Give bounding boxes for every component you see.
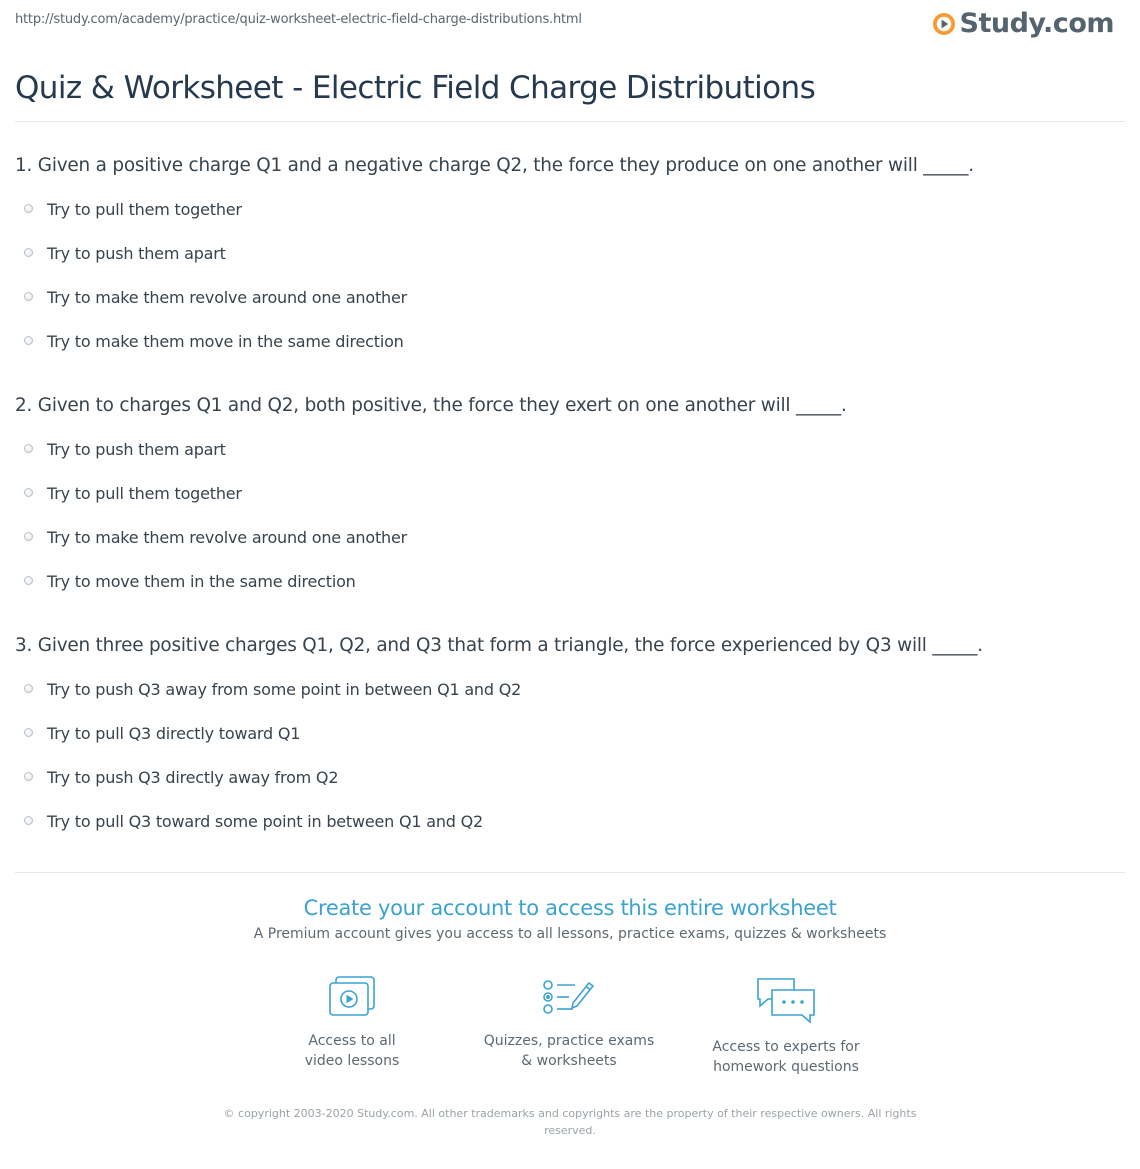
answer-option[interactable] [15, 560, 1125, 604]
radio-button-icon[interactable] [24, 816, 33, 825]
radio-button-icon[interactable] [24, 532, 33, 541]
radio-button-icon[interactable] [24, 728, 33, 737]
option-label: Try to pull them together [47, 484, 242, 503]
answer-option[interactable] [15, 712, 1125, 756]
premium-features [0, 975, 1140, 1075]
radio-button-icon[interactable] [24, 772, 33, 781]
radio-button-icon[interactable] [24, 444, 33, 453]
answer-option[interactable] [15, 472, 1125, 516]
question-text: 1. Given a positive charge Q1 and a negative charge Q2, the force they produce on one another will _____. [15, 155, 974, 176]
answer-option[interactable] [15, 516, 1125, 560]
radio-button-icon[interactable] [24, 248, 33, 257]
feature-quizzes [469, 975, 669, 1071]
option-label: Try to move them in the same direction [47, 572, 356, 591]
study-logo[interactable] [932, 8, 1114, 39]
answer-option[interactable] [15, 756, 1125, 800]
chat-experts-icon [754, 975, 818, 1027]
radio-button-icon[interactable] [24, 204, 33, 213]
answer-option[interactable] [15, 668, 1125, 712]
copyright-text: © copyright 2003-2020 Study.com. All other trademarks and copyrights are the property of their respective owners. All rights reserved. [223, 1107, 917, 1137]
radio-button-icon[interactable] [24, 684, 33, 693]
answer-option[interactable] [15, 188, 1125, 232]
question-2 [15, 394, 1125, 604]
radio-button-icon[interactable] [24, 576, 33, 585]
feature-video-lessons [252, 975, 452, 1071]
option-label: Try to make them move in the same direction [47, 332, 404, 351]
option-label: Try to push Q3 away from some point in between Q1 and Q2 [47, 680, 522, 699]
study-logo-play-icon [932, 12, 956, 36]
feature-label: Access to all video lessons [304, 1033, 400, 1069]
radio-button-icon[interactable] [24, 292, 33, 301]
option-label: Try to push Q3 directly away from Q2 [47, 768, 339, 787]
radio-button-icon[interactable] [24, 336, 33, 345]
question-text: 3. Given three positive charges Q1, Q2, and Q3 that form a triangle, the force experienced by Q3 will _____. [15, 635, 983, 656]
video-lessons-icon [326, 975, 378, 1021]
create-account-link[interactable]: Create your account to access this entire worksheet [303, 896, 837, 920]
question-3 [15, 634, 1125, 844]
premium-description: A Premium account gives you access to all lessons, practice exams, quizzes & worksheets [253, 926, 887, 942]
option-label: Try to make them revolve around one another [47, 288, 407, 307]
quiz-checklist-icon [539, 975, 599, 1021]
feature-label: Access to experts for homework questions [712, 1039, 860, 1075]
page-title: Quiz & Worksheet - Electric Field Charge Distributions [15, 70, 816, 106]
option-label: Try to pull them together [47, 200, 242, 219]
option-label: Try to pull Q3 toward some point in between Q1 and Q2 [47, 812, 484, 831]
option-label: Try to push them apart [47, 440, 226, 459]
study-logo-text: Study.com [959, 8, 1114, 39]
answer-option[interactable] [15, 232, 1125, 276]
answer-option[interactable] [15, 800, 1125, 844]
answer-option[interactable] [15, 276, 1125, 320]
questions-divider [15, 872, 1125, 873]
answer-option[interactable] [15, 320, 1125, 364]
feature-label: Quizzes, practice exams & worksheets [483, 1033, 655, 1069]
option-label: Try to make them revolve around one another [47, 528, 407, 547]
option-label: Try to pull Q3 directly toward Q1 [47, 724, 301, 743]
answer-option[interactable] [15, 428, 1125, 472]
question-1 [15, 154, 1125, 364]
page-url: http://study.com/academy/practice/quiz-worksheet-electric-field-charge-distributions.html [15, 12, 582, 27]
radio-button-icon[interactable] [24, 488, 33, 497]
title-divider [15, 121, 1125, 122]
option-label: Try to push them apart [47, 244, 226, 263]
feature-experts [686, 975, 886, 1077]
question-text: 2. Given to charges Q1 and Q2, both positive, the force they exert on one another will _____. [15, 395, 847, 416]
